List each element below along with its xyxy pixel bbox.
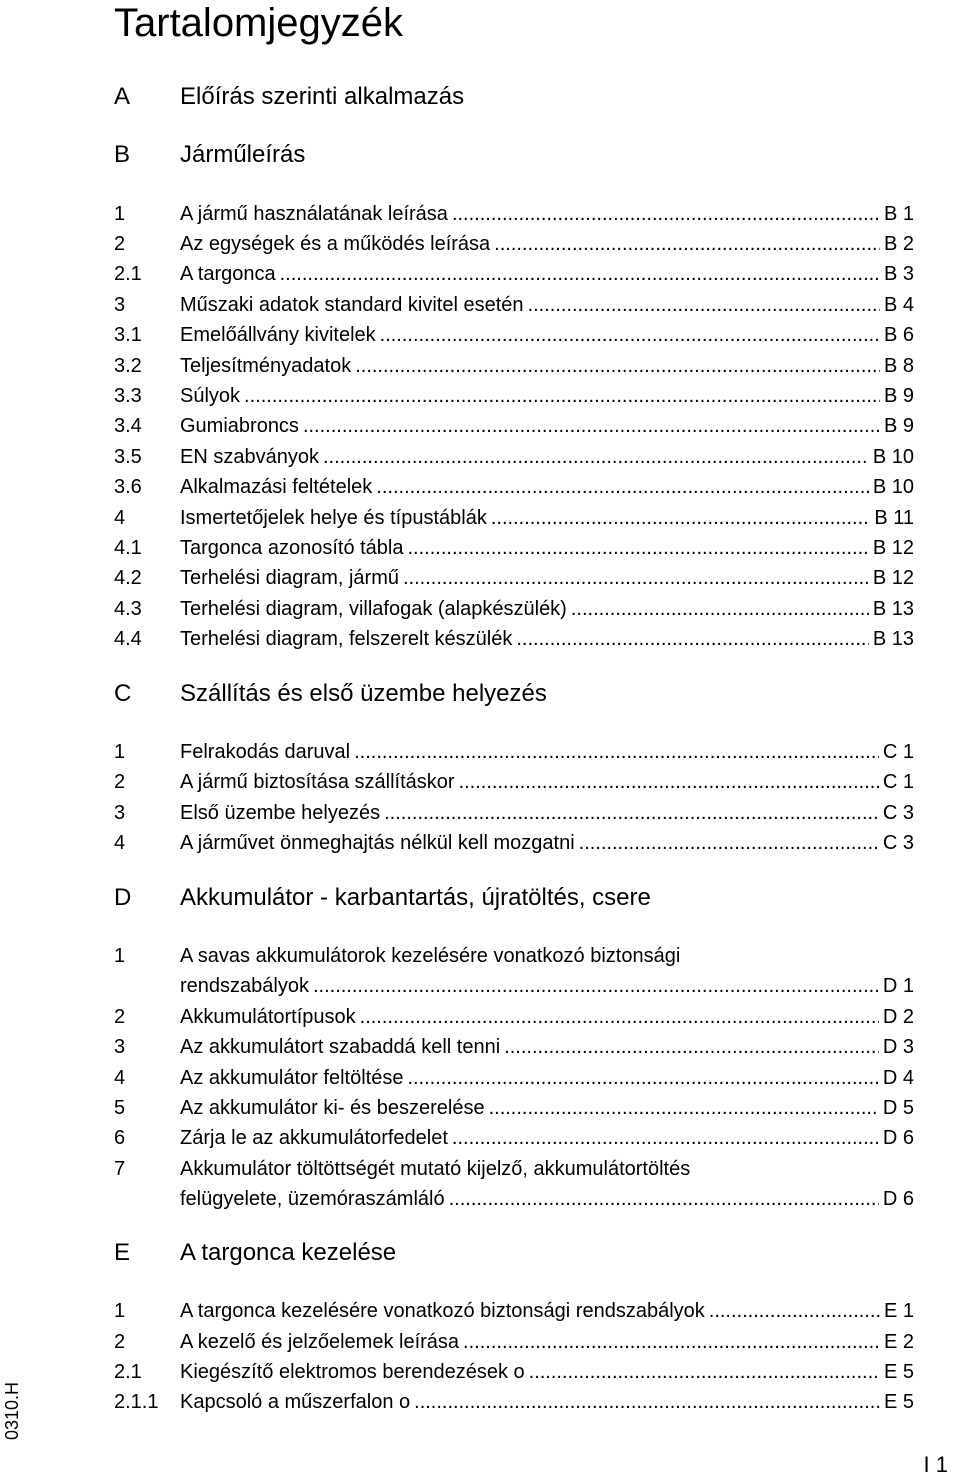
entry-label: Súlyok — [180, 385, 241, 407]
entry-label: Műszaki adatok standard kivitel esetén — [180, 294, 524, 316]
entry-label: A jármű biztosítása szállításkor — [180, 771, 455, 793]
entry-page: C 3 — [882, 832, 914, 854]
entry-label: A kezelő és jelzőelemek leírása — [180, 1331, 460, 1353]
section-title[interactable]: Szállítás és első üzembe helyezés — [180, 680, 547, 707]
entry-number: 3 — [114, 802, 126, 824]
entry-label: Terhelési diagram, felszerelt készülék — [180, 628, 513, 650]
entry-page: D 6 — [882, 1127, 914, 1149]
leader-dots — [579, 829, 879, 857]
entry-page: E 5 — [883, 1361, 914, 1383]
entry-number: 4 — [114, 507, 126, 529]
entry-page: B 2 — [883, 233, 914, 255]
entry-page: B 13 — [872, 598, 914, 620]
toc-entry[interactable] — [0, 1358, 960, 1386]
toc-entry[interactable] — [0, 260, 960, 288]
entry-label-line1: A savas akkumulátorok kezelésére vonatkozó biztonsági — [180, 945, 681, 967]
section-title[interactable]: Előírás szerinti alkalmazás — [180, 83, 465, 110]
entry-number: 3 — [114, 294, 126, 316]
leader-dots — [528, 291, 880, 319]
entry-number: 2.1.1 — [114, 1391, 159, 1413]
toc-entry[interactable] — [0, 1297, 960, 1325]
entry-page: D 5 — [882, 1097, 914, 1119]
leader-dots — [384, 799, 879, 827]
entry-label: Alkalmazási feltételek — [180, 476, 373, 498]
entry-number: 4.4 — [114, 628, 142, 650]
leader-dots — [354, 738, 879, 766]
toc-entry[interactable] — [0, 321, 960, 349]
entry-label: Targonca azonosító tábla — [180, 537, 404, 559]
entry-label: Az akkumulátor ki- és beszerelése — [180, 1097, 485, 1119]
entry-label: A targonca — [180, 263, 276, 285]
toc-entry[interactable] — [0, 352, 960, 380]
toc-entry[interactable] — [0, 1124, 960, 1152]
leader-dots — [516, 625, 868, 653]
entry-page: B 12 — [872, 567, 914, 589]
entry-page: E 5 — [883, 1391, 914, 1413]
leader-dots — [244, 382, 880, 410]
entry-number: 4.1 — [114, 537, 142, 559]
entry-page: B 10 — [872, 446, 914, 468]
toc-entry[interactable] — [0, 1033, 960, 1061]
leader-dots — [408, 534, 869, 562]
entry-number: 2.1 — [114, 1361, 142, 1383]
page-title: Tartalomjegyzék — [114, 1, 404, 45]
entry-number: 3.6 — [114, 476, 142, 498]
leader-dots — [414, 1388, 880, 1416]
entry-page: B 12 — [872, 537, 914, 559]
toc-entry-continuation[interactable] — [0, 972, 960, 1000]
entry-number: 2 — [114, 233, 126, 255]
toc-entry[interactable] — [0, 768, 960, 796]
entry-page: E 1 — [883, 1300, 914, 1322]
toc-entry[interactable] — [0, 799, 960, 827]
entry-label: Kiegészítő elektromos berendezések o — [180, 1361, 525, 1383]
entry-page: B 1 — [883, 203, 914, 225]
entry-page: C 1 — [882, 741, 914, 763]
entry-page: D 1 — [882, 975, 914, 997]
entry-label: A járművet önmeghajtás nélkül kell mozgatni — [180, 832, 575, 854]
entry-label: A jármű használatának leírása — [180, 203, 448, 225]
entry-page: C 3 — [882, 802, 914, 824]
entry-label: Ismertetőjelek helye és típustáblák — [180, 507, 487, 529]
entry-number: 2 — [114, 1331, 126, 1353]
entry-label: Terhelési diagram, villafogak (alapkészülék) — [180, 598, 567, 620]
entry-label: A targonca kezelésére vonatkozó biztonsági rendszabályok — [180, 1300, 705, 1322]
leader-dots — [463, 1328, 880, 1356]
leader-dots — [407, 1064, 878, 1092]
leader-dots — [459, 768, 879, 796]
leader-dots — [489, 1094, 879, 1122]
leader-dots — [709, 1297, 880, 1325]
toc-entry[interactable] — [0, 473, 960, 501]
leader-dots — [376, 473, 869, 501]
entry-number: 1 — [114, 1300, 126, 1322]
entry-page: D 6 — [882, 1188, 914, 1210]
entry-number: 3.3 — [114, 385, 142, 407]
entry-page: D 3 — [882, 1036, 914, 1058]
entry-number: 1 — [114, 741, 126, 763]
toc-entry[interactable] — [0, 1064, 960, 1092]
entry-label: Felrakodás daruval — [180, 741, 351, 763]
entry-label: felügyelete, üzemóraszámláló — [180, 1188, 445, 1210]
leader-dots — [380, 321, 880, 349]
entry-label: rendszabályok — [180, 975, 309, 997]
entry-label: Teljesítményadatok — [180, 355, 352, 377]
toc-entry[interactable] — [0, 200, 960, 228]
toc-entry-continuation[interactable] — [0, 1185, 960, 1213]
leader-dots — [355, 352, 880, 380]
section-letter: E — [114, 1239, 131, 1266]
entry-number: 6 — [114, 1127, 126, 1149]
entry-number: 3.1 — [114, 324, 142, 346]
toc-entry[interactable] — [0, 1388, 960, 1416]
section-title[interactable]: A targonca kezelése — [180, 1239, 397, 1266]
leader-dots — [494, 230, 880, 258]
entry-number: 4.2 — [114, 567, 142, 589]
leader-dots — [403, 564, 869, 592]
entry-page: C 1 — [882, 771, 914, 793]
entry-label-line1: Akkumulátor töltöttségét mutató kijelző, akkumulátortöltés — [180, 1158, 691, 1180]
section-title[interactable]: Akkumulátor - karbantartás, újratöltés, csere — [180, 884, 651, 911]
entry-page: B 3 — [883, 263, 914, 285]
toc-entry[interactable] — [0, 412, 960, 440]
entry-label: Az akkumulátor feltöltése — [180, 1067, 404, 1089]
entry-number: 4 — [114, 832, 126, 854]
entry-label: Az egységek és a működés leírása — [180, 233, 491, 255]
entry-page: B 8 — [883, 355, 914, 377]
toc-entry[interactable] — [0, 564, 960, 592]
section-letter: B — [114, 141, 131, 168]
toc-entry[interactable] — [0, 230, 960, 258]
toc-entry[interactable] — [0, 534, 960, 562]
page-number: I 1 — [923, 1452, 948, 1477]
entry-label: Akkumulátortípusok — [180, 1006, 356, 1028]
toc-entry[interactable] — [0, 291, 960, 319]
document-code: 0310.H — [2, 1381, 22, 1440]
entry-number: 2 — [114, 771, 126, 793]
entry-label: Gumiabroncs — [180, 415, 299, 437]
entry-label: Emelőállvány kivitelek — [180, 324, 376, 346]
section-letter: D — [114, 884, 132, 911]
leader-dots — [504, 1033, 879, 1061]
leader-dots — [303, 412, 880, 440]
entry-number: 1 — [114, 945, 126, 967]
entry-number: 4 — [114, 1067, 126, 1089]
toc-entry[interactable] — [0, 382, 960, 410]
entry-page: B 6 — [883, 324, 914, 346]
entry-page: B 9 — [883, 415, 914, 437]
toc-entry[interactable] — [0, 443, 960, 471]
entry-page: E 2 — [883, 1331, 914, 1353]
entry-number: 2.1 — [114, 263, 142, 285]
toc-entry[interactable] — [0, 1003, 960, 1031]
toc-entry[interactable] — [0, 738, 960, 766]
section-letter: A — [114, 83, 131, 110]
entry-page: D 4 — [882, 1067, 914, 1089]
entry-number: 3.2 — [114, 355, 142, 377]
leader-dots — [571, 595, 869, 623]
toc-entry[interactable] — [0, 1094, 960, 1122]
entry-label: Terhelési diagram, jármű — [180, 567, 399, 589]
entry-page: B 4 — [883, 294, 914, 316]
leader-dots — [452, 1124, 879, 1152]
entry-page: B 10 — [872, 476, 914, 498]
leader-dots — [452, 200, 880, 228]
entry-label: Kapcsoló a műszerfalon o — [180, 1391, 411, 1413]
entry-label: EN szabványok — [180, 446, 319, 468]
entry-page: D 2 — [882, 1006, 914, 1028]
entry-number: 1 — [114, 203, 126, 225]
section-title[interactable]: Járműleírás — [180, 141, 306, 168]
leader-dots — [280, 260, 880, 288]
entry-page: B 9 — [883, 385, 914, 407]
leader-dots — [449, 1185, 879, 1213]
entry-number: 3.4 — [114, 415, 142, 437]
entry-label: Zárja le az akkumulátorfedelet — [180, 1127, 448, 1149]
toc-entry[interactable] — [0, 595, 960, 623]
entry-number: 4.3 — [114, 598, 142, 620]
entry-page: B 13 — [872, 628, 914, 650]
toc-entry[interactable] — [0, 829, 960, 857]
toc-entry[interactable] — [0, 625, 960, 653]
entry-label: Az akkumulátort szabaddá kell tenni — [180, 1036, 501, 1058]
entry-number: 3.5 — [114, 446, 142, 468]
toc-entry[interactable] — [0, 942, 960, 970]
section-letter: C — [114, 680, 132, 707]
leader-dots — [313, 972, 879, 1000]
leader-dots — [360, 1003, 879, 1031]
leader-dots — [491, 504, 871, 532]
entry-label: Első üzembe helyezés — [180, 802, 381, 824]
entry-number: 3 — [114, 1036, 126, 1058]
toc-entry[interactable] — [0, 504, 960, 532]
entry-page: B 11 — [874, 507, 914, 529]
entry-number: 2 — [114, 1006, 126, 1028]
entry-number: 7 — [114, 1158, 126, 1180]
leader-dots — [529, 1358, 880, 1386]
leader-dots — [323, 443, 869, 471]
entry-number: 5 — [114, 1097, 126, 1119]
toc-entry[interactable] — [0, 1155, 960, 1183]
toc-entry[interactable] — [0, 1328, 960, 1356]
